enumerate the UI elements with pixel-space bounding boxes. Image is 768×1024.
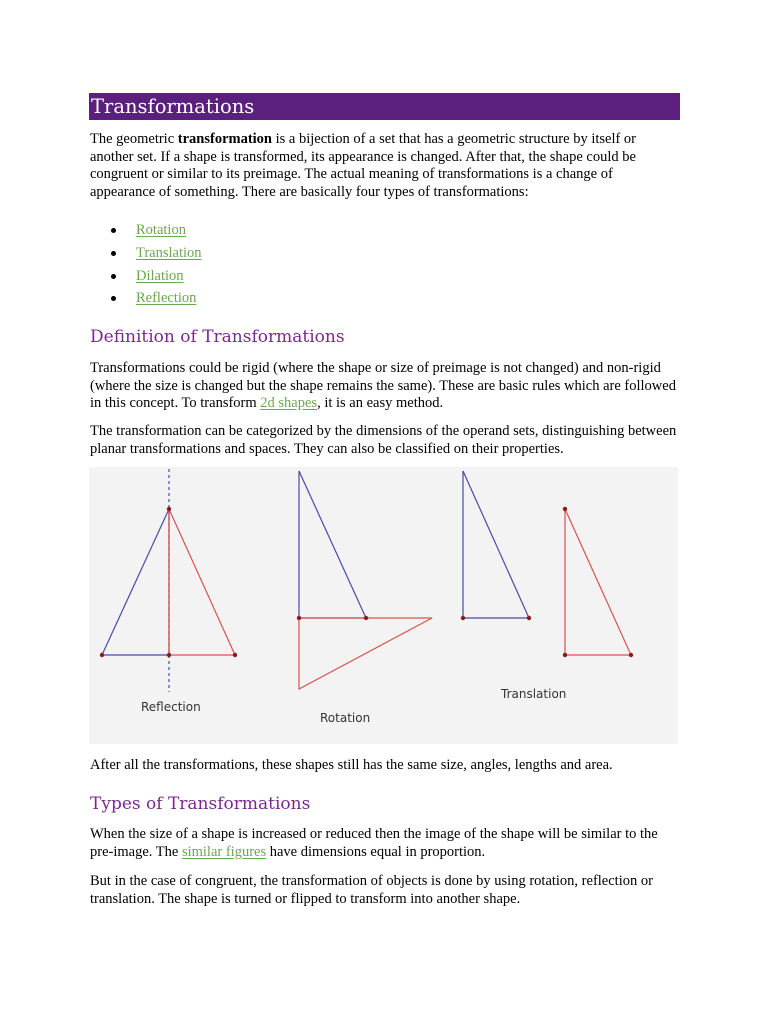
after-figure-paragraph: After all the transformations, these shapes still has the same size, angles, lengths and area.	[90, 757, 613, 773]
dilation-link[interactable]: Dilation	[136, 267, 184, 284]
reflection-point	[100, 653, 104, 657]
bullet-icon	[111, 296, 116, 301]
types-paragraph-2: But in the case of congruent, the transformation of objects is done by using rotation, reflection or translation. The shape is turned or flipped to transform into another shape.	[90, 873, 653, 907]
2d-shapes-link[interactable]: 2d shapes	[260, 395, 318, 412]
rotation-point	[364, 616, 368, 620]
transformations-diagram	[89, 467, 678, 744]
definition-text-start: Transformations could be rigid (where the shape or size of preimage is not changed) and non-rigid (where the size is changed but the shape remains the same). These are basic rules which are followed in this concept. To transform	[90, 360, 676, 412]
reflection-point	[167, 507, 171, 511]
translation-point	[527, 616, 531, 620]
translation-point	[563, 653, 567, 657]
definition-paragraph-1	[90, 360, 680, 413]
translation-link[interactable]: Translation	[136, 244, 202, 261]
intro-bold-term: transformation	[177, 131, 273, 147]
translation-point	[563, 507, 567, 511]
definition-text-end: , it is an easy method.	[317, 395, 444, 412]
types-paragraph-1	[90, 826, 680, 861]
definition-heading: Definition of Transformations	[90, 327, 345, 347]
transformation-types-list	[90, 219, 202, 310]
reflection-image-triangle	[169, 509, 235, 655]
types-heading: Types of Transformations	[90, 794, 311, 814]
translation-point	[629, 653, 633, 657]
translation-preimage-triangle	[463, 471, 529, 618]
list-item	[90, 219, 202, 242]
list-item	[90, 287, 202, 310]
bullet-icon	[111, 228, 116, 233]
reflection-label: Reflection	[141, 700, 201, 714]
reflection-preimage-triangle	[102, 509, 169, 655]
list-item	[90, 242, 202, 265]
definition-paragraph-2: The transformation can be categorized by the dimensions of the operand sets, distinguishing between planar transformations and spaces. They can also be classified on their properties.	[90, 423, 677, 457]
bullet-icon	[111, 274, 116, 279]
page-title: Transformations	[89, 93, 680, 120]
transformations-figure	[89, 467, 678, 744]
rotation-label: Rotation	[320, 711, 371, 725]
translation-image-triangle	[565, 509, 631, 655]
intro-text-end: is a bijection of a set that has a geometric structure by itself or another set. If a shape is transformed, its appearance is changed. After that, the shape could be congruent or similar to its preimage. The actual meaning of transformations is a change of appearance of something. There are basically four types of transformations:	[90, 131, 637, 200]
rotation-image-triangle	[299, 618, 432, 689]
reflection-link[interactable]: Reflection	[136, 290, 197, 307]
list-item	[90, 265, 202, 288]
rotation-preimage-triangle	[299, 471, 366, 618]
reflection-point	[167, 653, 171, 657]
intro-text-start: The geometric	[90, 131, 178, 147]
similar-figures-link[interactable]: similar figures	[181, 843, 267, 860]
reflection-point	[233, 653, 237, 657]
types-text-end: have dimensions equal in proportion.	[266, 843, 486, 860]
translation-label: Translation	[501, 687, 567, 701]
rotation-point	[297, 616, 301, 620]
types-text-start: When the size of a shape is increased or reduced then the image of the shape will be similar to the pre-image. The	[90, 826, 658, 860]
intro-paragraph	[90, 131, 680, 201]
bullet-icon	[111, 251, 116, 256]
translation-point	[461, 616, 465, 620]
rotation-link[interactable]: Rotation	[136, 222, 186, 238]
